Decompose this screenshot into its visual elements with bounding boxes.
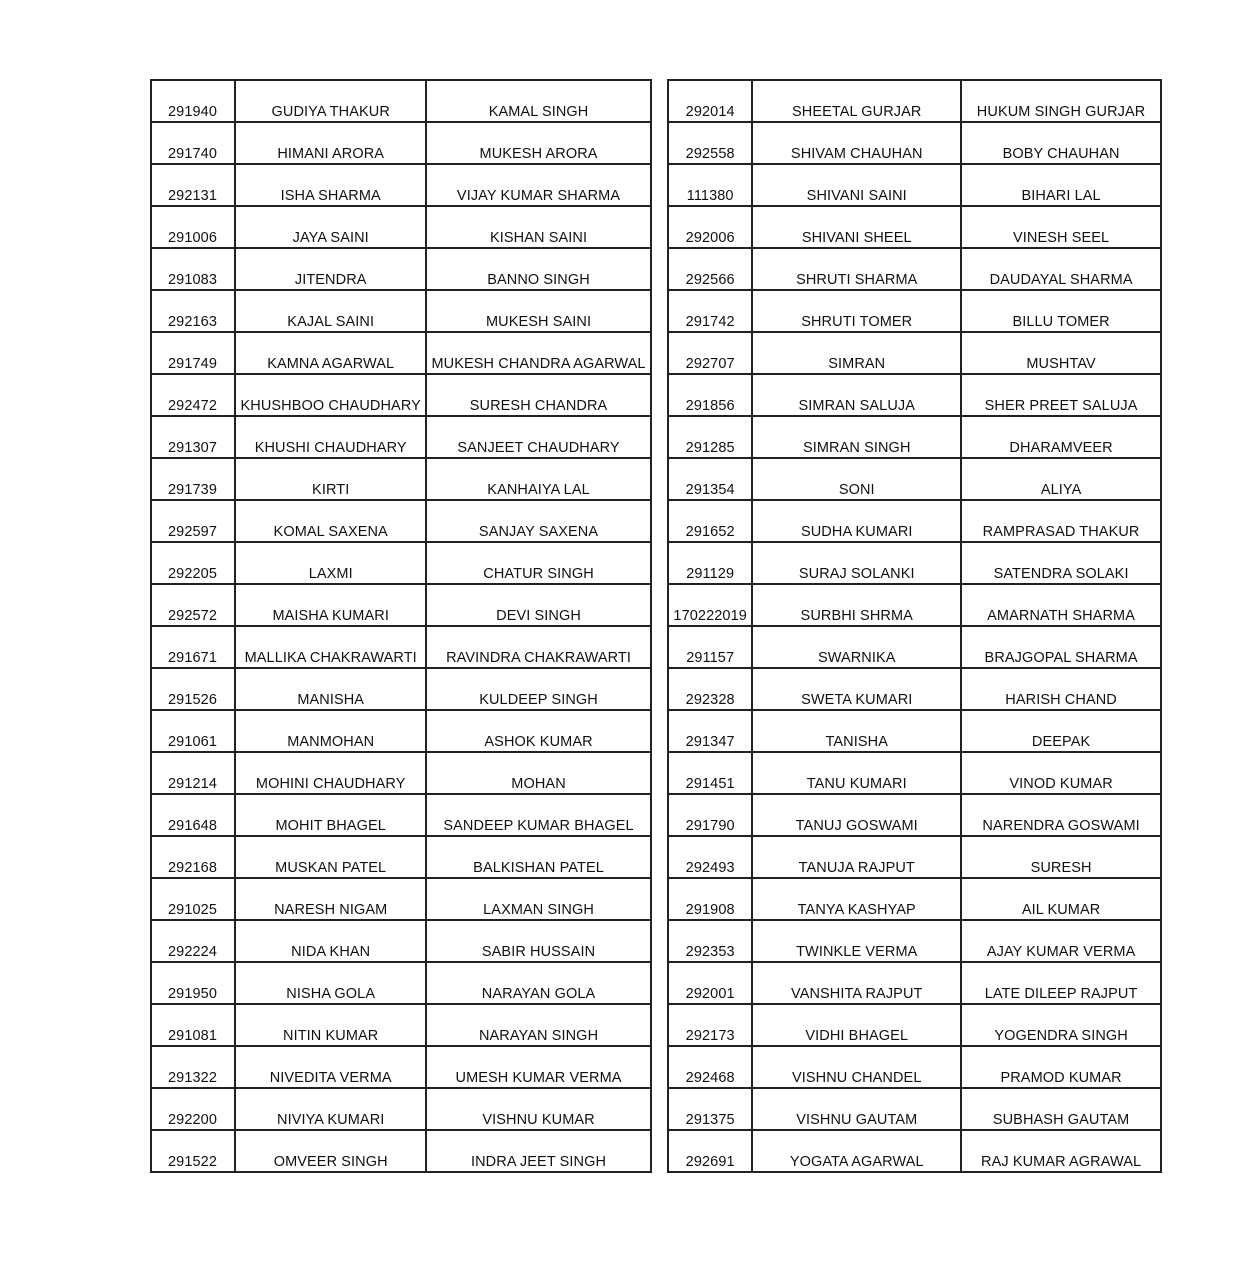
parent-name-cell: INDRA JEET SINGH: [426, 1130, 651, 1172]
roll-number-cell: 292200: [151, 1088, 235, 1130]
parent-name-cell: BIHARI LAL: [961, 164, 1161, 206]
student-name-cell: SHRUTI SHARMA: [752, 248, 961, 290]
student-name-cell: TANISHA: [752, 710, 961, 752]
parent-name-cell: DHARAMVEER: [961, 416, 1161, 458]
parent-name-cell: UMESH KUMAR VERMA: [426, 1046, 651, 1088]
student-name-cell: SONI: [752, 458, 961, 500]
student-name-cell: KAJAL SAINI: [235, 290, 426, 332]
parent-name-cell: SURESH: [961, 836, 1161, 878]
student-name-cell: JAYA SAINI: [235, 206, 426, 248]
table-row: [151, 458, 651, 500]
roll-number-cell: 292468: [668, 1046, 752, 1088]
roll-number-cell: 292131: [151, 164, 235, 206]
roll-number-cell: 291526: [151, 668, 235, 710]
roll-number-cell: 291740: [151, 122, 235, 164]
table-row: [668, 920, 1161, 962]
parent-name-cell: LATE DILEEP RAJPUT: [961, 962, 1161, 1004]
student-name-cell: GUDIYA THAKUR: [235, 80, 426, 122]
roll-number-cell: 292168: [151, 836, 235, 878]
roll-number-cell: 292224: [151, 920, 235, 962]
roll-number-cell: 291129: [668, 542, 752, 584]
table-row: [668, 752, 1161, 794]
parent-name-cell: HARISH CHAND: [961, 668, 1161, 710]
parent-name-cell: RAMPRASAD THAKUR: [961, 500, 1161, 542]
parent-name-cell: DEEPAK: [961, 710, 1161, 752]
table-row: [668, 584, 1161, 626]
student-name-cell: TANUJA RAJPUT: [752, 836, 961, 878]
table-row: [151, 668, 651, 710]
table-row: [668, 1046, 1161, 1088]
parent-name-cell: VINESH SEEL: [961, 206, 1161, 248]
table-row: [151, 206, 651, 248]
roll-number-cell: 292493: [668, 836, 752, 878]
table-row: [668, 500, 1161, 542]
student-name-cell: VISHNU GAUTAM: [752, 1088, 961, 1130]
student-name-cell: SHEETAL GURJAR: [752, 80, 961, 122]
table-row: [668, 626, 1161, 668]
parent-name-cell: KANHAIYA LAL: [426, 458, 651, 500]
student-name-cell: JITENDRA: [235, 248, 426, 290]
parent-name-cell: KULDEEP SINGH: [426, 668, 651, 710]
parent-name-cell: BRAJGOPAL SHARMA: [961, 626, 1161, 668]
roll-number-cell: 292566: [668, 248, 752, 290]
roll-number-cell: 291522: [151, 1130, 235, 1172]
roll-number-cell: 291214: [151, 752, 235, 794]
student-name-cell: KAMNA AGARWAL: [235, 332, 426, 374]
student-name-cell: VANSHITA RAJPUT: [752, 962, 961, 1004]
table-row: [668, 290, 1161, 332]
left-student-table: [150, 79, 652, 1173]
student-name-cell: SURBHI SHRMA: [752, 584, 961, 626]
roll-number-cell: 291375: [668, 1088, 752, 1130]
parent-name-cell: NARAYAN GOLA: [426, 962, 651, 1004]
left-table-body: [151, 80, 651, 1172]
parent-name-cell: AIL KUMAR: [961, 878, 1161, 920]
roll-number-cell: 292205: [151, 542, 235, 584]
table-row: [668, 1130, 1161, 1172]
table-row: [668, 878, 1161, 920]
student-name-cell: MANISHA: [235, 668, 426, 710]
roll-number-cell: 291451: [668, 752, 752, 794]
table-row: [668, 1004, 1161, 1046]
student-name-cell: VISHNU CHANDEL: [752, 1046, 961, 1088]
table-row: [151, 1130, 651, 1172]
parent-name-cell: CHATUR SINGH: [426, 542, 651, 584]
parent-name-cell: DAUDAYAL SHARMA: [961, 248, 1161, 290]
student-name-cell: NIDA KHAN: [235, 920, 426, 962]
roll-number-cell: 291006: [151, 206, 235, 248]
parent-name-cell: VINOD KUMAR: [961, 752, 1161, 794]
student-name-cell: HIMANI ARORA: [235, 122, 426, 164]
parent-name-cell: NARAYAN SINGH: [426, 1004, 651, 1046]
roll-number-cell: 292558: [668, 122, 752, 164]
student-name-cell: SHIVANI SAINI: [752, 164, 961, 206]
table-row: [151, 962, 651, 1004]
student-name-cell: KHUSHBOO CHAUDHARY: [235, 374, 426, 416]
student-name-cell: KHUSHI CHAUDHARY: [235, 416, 426, 458]
roll-number-cell: 292328: [668, 668, 752, 710]
roll-number-cell: 292173: [668, 1004, 752, 1046]
parent-name-cell: SANDEEP KUMAR BHAGEL: [426, 794, 651, 836]
parent-name-cell: MUKESH SAINI: [426, 290, 651, 332]
parent-name-cell: SURESH CHANDRA: [426, 374, 651, 416]
table-row: [151, 626, 651, 668]
student-name-cell: MOHINI CHAUDHARY: [235, 752, 426, 794]
parent-name-cell: BILLU TOMER: [961, 290, 1161, 332]
parent-name-cell: YOGENDRA SINGH: [961, 1004, 1161, 1046]
roll-number-cell: 291322: [151, 1046, 235, 1088]
student-name-cell: TWINKLE VERMA: [752, 920, 961, 962]
roll-number-cell: 291790: [668, 794, 752, 836]
student-name-cell: MUSKAN PATEL: [235, 836, 426, 878]
student-name-cell: ISHA SHARMA: [235, 164, 426, 206]
table-row: [668, 668, 1161, 710]
parent-name-cell: SHER PREET SALUJA: [961, 374, 1161, 416]
student-name-cell: TANYA KASHYAP: [752, 878, 961, 920]
table-row: [668, 962, 1161, 1004]
roll-number-cell: 291749: [151, 332, 235, 374]
roll-number-cell: 291742: [668, 290, 752, 332]
student-name-cell: SIMRAN: [752, 332, 961, 374]
student-name-cell: SIMRAN SALUJA: [752, 374, 961, 416]
table-row: [668, 794, 1161, 836]
roll-number-cell: 292014: [668, 80, 752, 122]
table-row: [151, 1088, 651, 1130]
parent-name-cell: RAVINDRA CHAKRAWARTI: [426, 626, 651, 668]
student-name-cell: YOGATA AGARWAL: [752, 1130, 961, 1172]
student-name-cell: NIVIYA KUMARI: [235, 1088, 426, 1130]
student-name-cell: SURAJ SOLANKI: [752, 542, 961, 584]
table-row: [151, 584, 651, 626]
student-name-cell: NIVEDITA VERMA: [235, 1046, 426, 1088]
roll-number-cell: 292353: [668, 920, 752, 962]
student-name-cell: SWARNIKA: [752, 626, 961, 668]
roll-number-cell: 291081: [151, 1004, 235, 1046]
roll-number-cell: 291908: [668, 878, 752, 920]
right-student-table: [667, 79, 1162, 1173]
table-row: [151, 542, 651, 584]
roll-number-cell: 291285: [668, 416, 752, 458]
student-name-cell: NITIN KUMAR: [235, 1004, 426, 1046]
roll-number-cell: 291940: [151, 80, 235, 122]
parent-name-cell: VIJAY KUMAR SHARMA: [426, 164, 651, 206]
roll-number-cell: 292163: [151, 290, 235, 332]
table-row: [668, 80, 1161, 122]
parent-name-cell: MUKESH ARORA: [426, 122, 651, 164]
parent-name-cell: NARENDRA GOSWAMI: [961, 794, 1161, 836]
roll-number-cell: 291354: [668, 458, 752, 500]
parent-name-cell: ASHOK KUMAR: [426, 710, 651, 752]
table-row: [151, 920, 651, 962]
table-row: [151, 836, 651, 878]
table-row: [668, 248, 1161, 290]
parent-name-cell: SANJEET CHAUDHARY: [426, 416, 651, 458]
parent-name-cell: MUKESH CHANDRA AGARWAL: [426, 332, 651, 374]
table-row: [151, 710, 651, 752]
table-row: [151, 164, 651, 206]
table-row: [668, 374, 1161, 416]
student-name-cell: SUDHA KUMARI: [752, 500, 961, 542]
right-table-body: [668, 80, 1161, 1172]
roll-number-cell: 291648: [151, 794, 235, 836]
roll-number-cell: 291347: [668, 710, 752, 752]
table-row: [668, 542, 1161, 584]
student-name-cell: NISHA GOLA: [235, 962, 426, 1004]
student-name-cell: MANMOHAN: [235, 710, 426, 752]
parent-name-cell: PRAMOD KUMAR: [961, 1046, 1161, 1088]
roll-number-cell: 292006: [668, 206, 752, 248]
parent-name-cell: SUBHASH GAUTAM: [961, 1088, 1161, 1130]
table-row: [151, 122, 651, 164]
roll-number-cell: 291739: [151, 458, 235, 500]
roll-number-cell: 292001: [668, 962, 752, 1004]
roll-number-cell: 291950: [151, 962, 235, 1004]
parent-name-cell: LAXMAN SINGH: [426, 878, 651, 920]
roll-number-cell: 170222019: [668, 584, 752, 626]
roll-number-cell: 292597: [151, 500, 235, 542]
parent-name-cell: SABIR HUSSAIN: [426, 920, 651, 962]
table-row: [668, 836, 1161, 878]
table-row: [151, 878, 651, 920]
table-row: [151, 794, 651, 836]
roll-number-cell: 291157: [668, 626, 752, 668]
student-name-cell: MOHIT BHAGEL: [235, 794, 426, 836]
parent-name-cell: KAMAL SINGH: [426, 80, 651, 122]
table-row: [668, 206, 1161, 248]
table-row: [668, 1088, 1161, 1130]
parent-name-cell: AMARNATH SHARMA: [961, 584, 1161, 626]
student-name-cell: TANU KUMARI: [752, 752, 961, 794]
table-row: [668, 332, 1161, 374]
parent-name-cell: BOBY CHAUHAN: [961, 122, 1161, 164]
table-row: [668, 122, 1161, 164]
roll-number-cell: 291856: [668, 374, 752, 416]
table-row: [151, 374, 651, 416]
roll-number-cell: 291025: [151, 878, 235, 920]
table-row: [151, 1046, 651, 1088]
table-row: [151, 80, 651, 122]
student-name-cell: VIDHI BHAGEL: [752, 1004, 961, 1046]
student-name-cell: SHRUTI TOMER: [752, 290, 961, 332]
roll-number-cell: 291671: [151, 626, 235, 668]
student-name-cell: OMVEER SINGH: [235, 1130, 426, 1172]
parent-name-cell: SATENDRA SOLAKI: [961, 542, 1161, 584]
student-name-cell: SIMRAN SINGH: [752, 416, 961, 458]
table-row: [151, 500, 651, 542]
parent-name-cell: MUSHTAV: [961, 332, 1161, 374]
roll-number-cell: 292707: [668, 332, 752, 374]
table-row: [151, 1004, 651, 1046]
student-name-cell: SHIVAM CHAUHAN: [752, 122, 961, 164]
roll-number-cell: 292472: [151, 374, 235, 416]
roll-number-cell: 291652: [668, 500, 752, 542]
table-row: [151, 416, 651, 458]
roll-number-cell: 111380: [668, 164, 752, 206]
parent-name-cell: RAJ KUMAR AGRAWAL: [961, 1130, 1161, 1172]
parent-name-cell: AJAY KUMAR VERMA: [961, 920, 1161, 962]
roll-number-cell: 291061: [151, 710, 235, 752]
table-row: [668, 416, 1161, 458]
table-row: [151, 752, 651, 794]
parent-name-cell: VISHNU KUMAR: [426, 1088, 651, 1130]
parent-name-cell: KISHAN SAINI: [426, 206, 651, 248]
table-row: [151, 332, 651, 374]
roll-number-cell: 291083: [151, 248, 235, 290]
parent-name-cell: SANJAY SAXENA: [426, 500, 651, 542]
student-name-cell: NARESH NIGAM: [235, 878, 426, 920]
roll-number-cell: 292691: [668, 1130, 752, 1172]
student-name-cell: SWETA KUMARI: [752, 668, 961, 710]
student-name-cell: MALLIKA CHAKRAWARTI: [235, 626, 426, 668]
roll-number-cell: 292572: [151, 584, 235, 626]
student-name-cell: TANUJ GOSWAMI: [752, 794, 961, 836]
table-row: [151, 248, 651, 290]
table-row: [668, 458, 1161, 500]
student-name-cell: KIRTI: [235, 458, 426, 500]
parent-name-cell: DEVI SINGH: [426, 584, 651, 626]
table-row: [668, 710, 1161, 752]
parent-name-cell: ALIYA: [961, 458, 1161, 500]
student-name-cell: MAISHA KUMARI: [235, 584, 426, 626]
table-row: [151, 290, 651, 332]
parent-name-cell: MOHAN: [426, 752, 651, 794]
parent-name-cell: HUKUM SINGH GURJAR: [961, 80, 1161, 122]
student-name-cell: LAXMI: [235, 542, 426, 584]
student-name-cell: KOMAL SAXENA: [235, 500, 426, 542]
roll-number-cell: 291307: [151, 416, 235, 458]
student-name-cell: SHIVANI SHEEL: [752, 206, 961, 248]
parent-name-cell: BANNO SINGH: [426, 248, 651, 290]
table-row: [668, 164, 1161, 206]
parent-name-cell: BALKISHAN PATEL: [426, 836, 651, 878]
